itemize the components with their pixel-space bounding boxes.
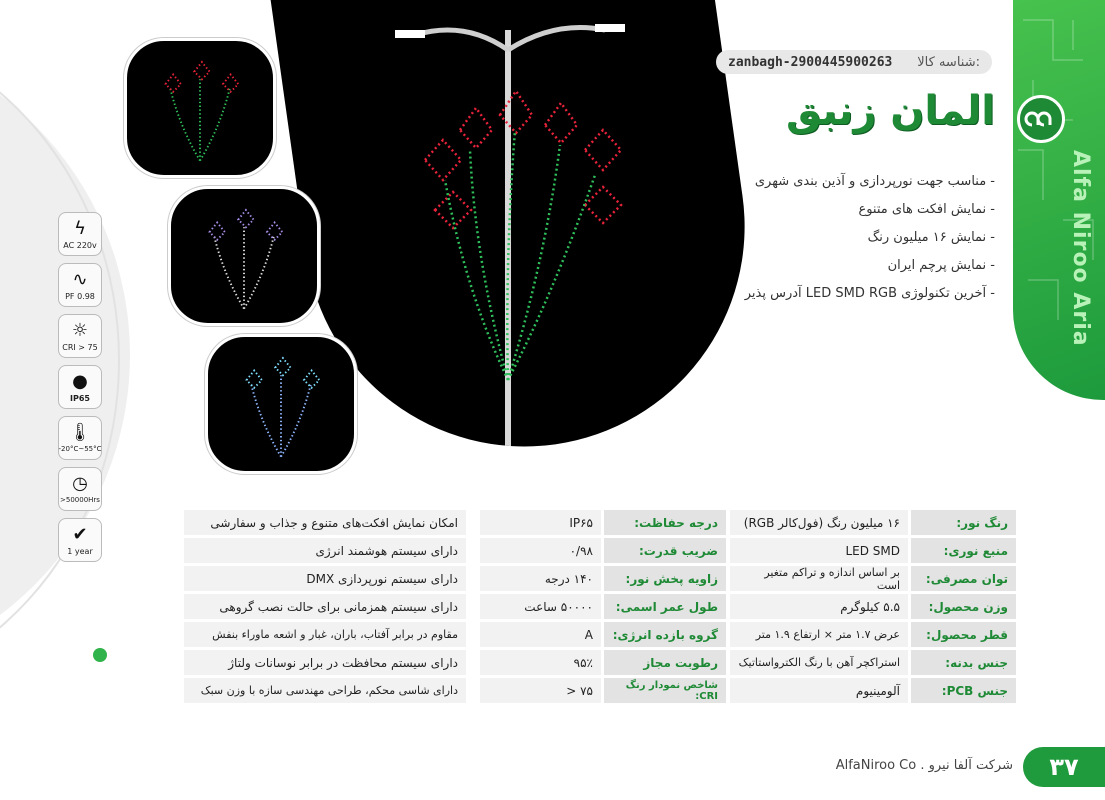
clock-icon: ◷ >50000Hrs bbox=[58, 467, 102, 511]
company-name: شرکت آلفا نیرو . AlfaNiroo Co bbox=[835, 758, 1013, 773]
company-logo bbox=[1017, 95, 1065, 143]
icon-caption: >50000Hrs bbox=[60, 496, 100, 504]
feature-item: - نمایش ۱۶ میلیون رنگ bbox=[867, 230, 995, 245]
spec-value: عرض ۱.۷ متر × ارتفاع ۱.۹ متر bbox=[730, 622, 908, 647]
lightning-icon: ϟ AC 220v bbox=[58, 212, 102, 256]
icon-caption: AC 220v bbox=[63, 240, 97, 250]
spec-feature: دارای شاسی محکم، طراحی مهندسی سازه با وزن سبک bbox=[184, 678, 466, 703]
icon-caption: 1 year bbox=[67, 546, 93, 556]
product-id-label: شناسه کالا: bbox=[917, 54, 980, 70]
icon-caption: CRI > 75 bbox=[62, 342, 98, 352]
thumbnail-lily-icon bbox=[171, 189, 317, 323]
spec-value: ۷۵ < bbox=[480, 678, 601, 703]
spec-feature: دارای سیستم محافظت در برابر نوسانات ولتاژ bbox=[184, 650, 466, 675]
table-row bbox=[184, 538, 1016, 563]
product-id-pill bbox=[716, 50, 992, 74]
spec-label: جنس PCB: bbox=[911, 678, 1016, 703]
spec-label: زاویه پخش نور: bbox=[604, 566, 726, 591]
icon-caption: -20°C~55°C bbox=[58, 445, 102, 453]
logo-icon bbox=[1024, 109, 1058, 129]
spec-value: ۰/۹۸ bbox=[480, 538, 601, 563]
thumbnail-2[interactable] bbox=[168, 186, 320, 326]
spec-value: ۹۵٪ bbox=[480, 650, 601, 675]
spec-feature: دارای سیستم هوشمند انرژی bbox=[184, 538, 466, 563]
thumbnail-1[interactable] bbox=[124, 38, 276, 178]
spec-label: توان مصرفی: bbox=[911, 566, 1016, 591]
feature-list bbox=[745, 168, 995, 308]
brand-side-tab bbox=[1013, 0, 1105, 400]
table-row bbox=[184, 510, 1016, 535]
spec-value: بر اساس اندازه و تراکم متغیر است bbox=[730, 566, 908, 591]
sun-icon: ☼ CRI > 75 bbox=[58, 314, 102, 358]
spec-feature: مقاوم در برابر آفتاب، باران، غبار و اشعه ماوراء بنفش bbox=[184, 622, 466, 647]
page-number: ۳۷ bbox=[1023, 747, 1105, 787]
feature-item: - مناسب جهت نورپردازی و آذین بندی شهری bbox=[754, 174, 995, 189]
warranty-icon: ✔ 1 year bbox=[58, 518, 102, 562]
spec-value: LED SMD bbox=[730, 538, 908, 563]
spec-label: درجه حفاظت: bbox=[604, 510, 726, 535]
spec-value: استراکچر آهن با رنگ الکترواستاتیک bbox=[730, 650, 908, 675]
spec-feature: امکان نمایش افکت‌های متنوع و جذاب و سفارشی bbox=[184, 510, 466, 535]
spec-label: وزن محصول: bbox=[911, 594, 1016, 619]
icon-caption: IP65 bbox=[70, 393, 90, 403]
thumbnail-3[interactable] bbox=[205, 334, 357, 474]
thermometer-icon: 🌡 -20°C~55°C bbox=[58, 416, 102, 460]
spec-label: گروه بازده انرژی: bbox=[604, 622, 726, 647]
green-dot bbox=[93, 648, 107, 662]
spec-icons bbox=[58, 212, 102, 569]
table-row bbox=[184, 594, 1016, 619]
spec-value: IP۶۵ bbox=[480, 510, 601, 535]
feature-item: - نمایش پرچم ایران bbox=[887, 258, 995, 273]
brand-vertical-text: Alfa Niroo Aria bbox=[1068, 150, 1093, 347]
drop-icon: ● IP65 bbox=[58, 365, 102, 409]
table-row bbox=[184, 650, 1016, 675]
spec-value: ۱۴۰ درجه bbox=[480, 566, 601, 591]
footer bbox=[0, 740, 1105, 800]
table-row bbox=[184, 566, 1016, 591]
product-id-value: zanbagh-2900445900263 bbox=[728, 54, 893, 70]
product-title: المان زنبق bbox=[785, 88, 995, 134]
spec-value: ۱۶ میلیون رنگ (فول‌کالر RGB) bbox=[730, 510, 908, 535]
feature-item: - نمایش افکت های متنوع bbox=[858, 202, 995, 217]
spec-label: قطر محصول: bbox=[911, 622, 1016, 647]
spec-value: ۵.۵ کیلوگرم bbox=[730, 594, 908, 619]
spec-feature: دارای سیستم همزمانی برای حالت نصب گروهی bbox=[184, 594, 466, 619]
spec-table bbox=[184, 510, 1016, 706]
spec-label: جنس بدنه: bbox=[911, 650, 1016, 675]
spec-label: منبع نوری: bbox=[911, 538, 1016, 563]
spec-feature: دارای سیستم نورپردازی DMX bbox=[184, 566, 466, 591]
feature-item: - آخرین تکنولوژی LED SMD RGB آدرس پذیر bbox=[744, 286, 995, 301]
spec-label: رنگ نور: bbox=[911, 510, 1016, 535]
spec-value: ۵۰۰۰۰ ساعت bbox=[480, 594, 601, 619]
thumbnail-lily-icon bbox=[208, 337, 354, 471]
spec-label: شاخص نمودار رنگ CRI: bbox=[604, 678, 726, 703]
power-factor-icon: ∿ PF 0.98 bbox=[58, 263, 102, 307]
table-row bbox=[184, 622, 1016, 647]
spec-label: رطوبت مجاز bbox=[604, 650, 726, 675]
spec-value: آلومینیوم bbox=[730, 678, 908, 703]
icon-caption: PF 0.98 bbox=[65, 291, 95, 301]
thumbnail-lily-icon bbox=[127, 41, 273, 175]
spec-value: A bbox=[480, 622, 601, 647]
spec-label: طول عمر اسمی: bbox=[604, 594, 726, 619]
table-row bbox=[184, 678, 1016, 703]
spec-label: ضریب قدرت: bbox=[604, 538, 726, 563]
